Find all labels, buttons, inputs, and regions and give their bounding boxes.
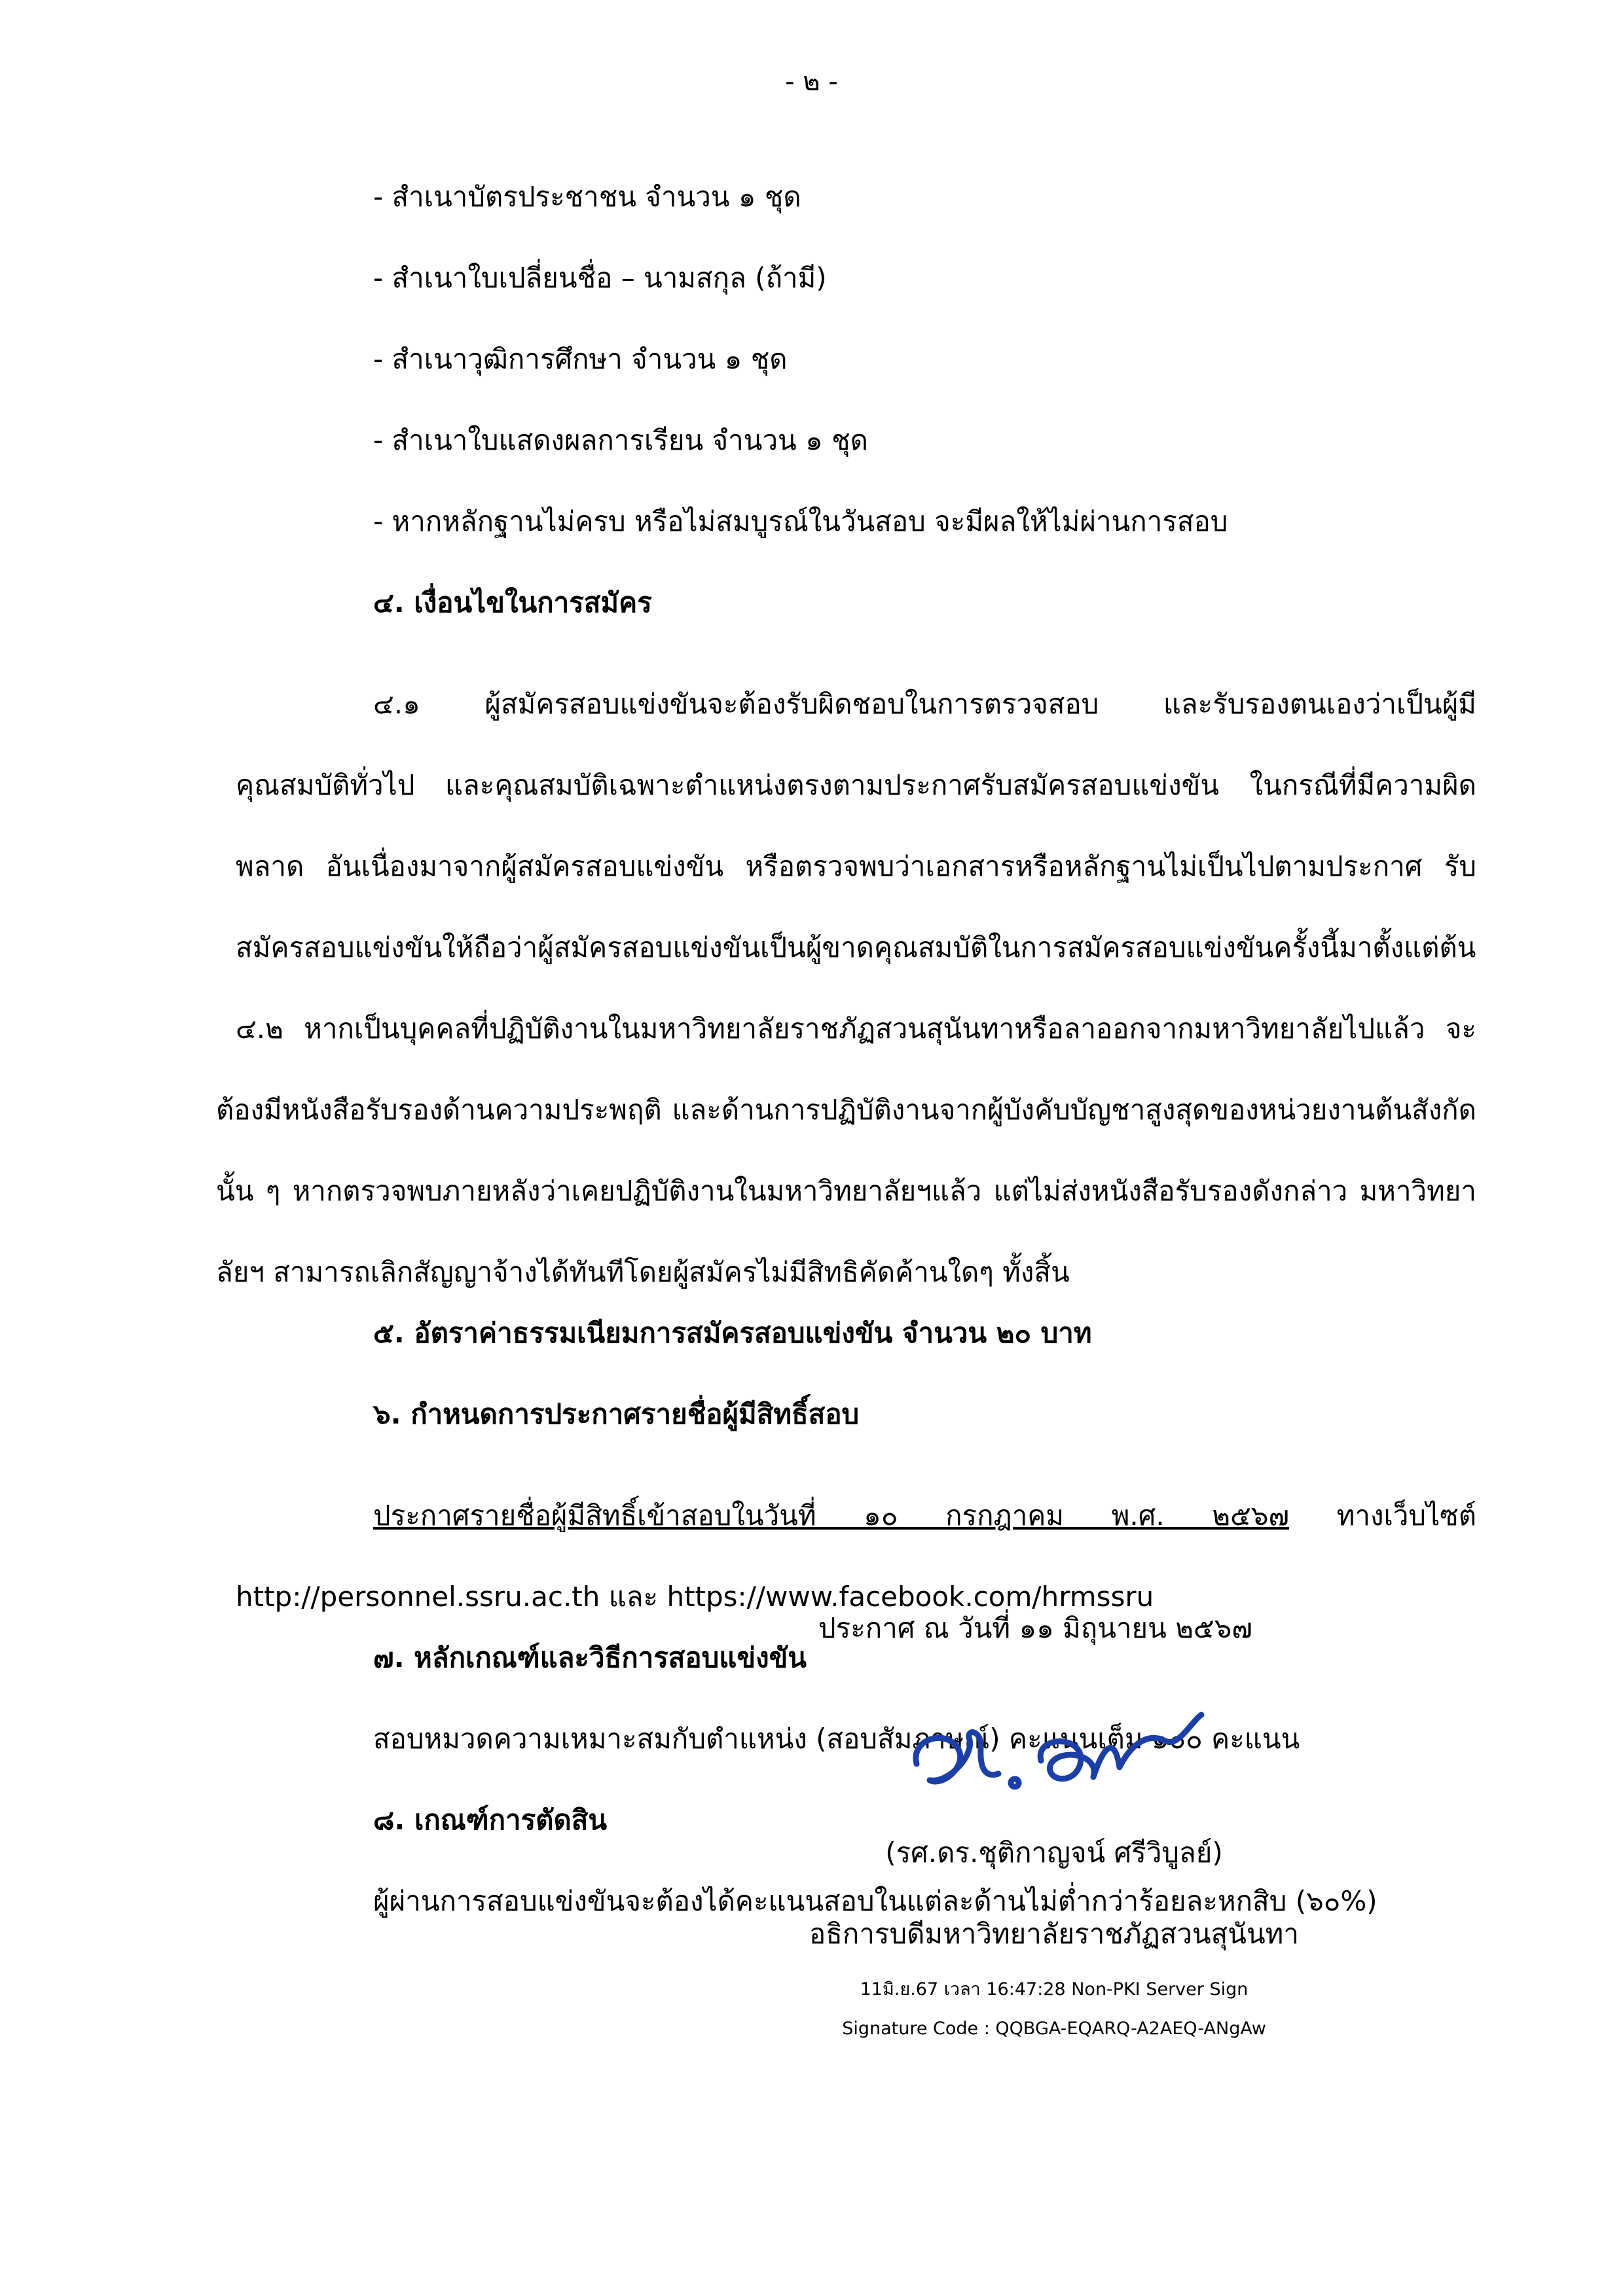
signature-image xyxy=(903,1702,1205,1800)
section-5-heading: ๕. อัตราค่าธรรมเนียมการสมัครสอบแข่งขัน จำนวน ๒๐ บาท xyxy=(373,1317,1092,1349)
section-4-1-paragraph: ๔.๑ ผู้สมัครสอบแข่งขันจะต้องรับผิดชอบในการตรวจสอบ และรับรองตนเองว่าเป็นผู้มีคุณสมบัติทั่วไป และคุณสมบัติเฉพาะตำแหน่งตรงตามประกาศรับสมัครสอบแข่งขัน ในกรณีที่มีความผิดพลาด อันเนื่องมาจากผู้สมัครสอบแข่งขัน หรือตรวจพบว่าเอกสารหรือหลักฐานไม่เป็นไปตามประกาศ รับสมัครสอบแข่งขันให้ถือว่าผู้สมัครสอบแข่งขันเป็นผู้ขาดคุณสมบัติในการสมัครสอบแข่งขันครั้งนี้มาตั้งแต่ต้น xyxy=(236,688,1476,963)
section-8-heading: ๘. เกณฑ์การตัดสิน xyxy=(373,1804,608,1836)
list-item: - สำเนาบัตรประชาชน จำนวน ๑ ชุด xyxy=(373,181,801,213)
announce-date-underlined: ประกาศรายชื่อผู้มีสิทธิ์เข้าสอบในวันที่ ๑๐ กรกฎาคม พ.ศ. ๒๕๖๗ xyxy=(373,1499,1290,1532)
announce-website: ทางเว็บไซต์ http://personnel.ssru.ac.th และ https://www.facebook.com/hrmssru xyxy=(236,1499,1476,1613)
list-item: - สำเนาใบแสดงผลการเรียน จำนวน ๑ ชุด xyxy=(373,424,868,456)
sign-timestamp: 11มิ.ย.67 เวลา 16:47:28 Non-PKI Server Sign xyxy=(860,1979,1249,2000)
announce-date: ประกาศ ณ วันที่ ๑๑ มิถุนายน ๒๕๖๗ xyxy=(818,1612,1252,1644)
section-7-heading: ๗. หลักเกณฑ์และวิธีการสอบแข่งขัน xyxy=(373,1641,807,1674)
list-item: - สำเนาใบเปลี่ยนชื่อ – นามสกุล (ถ้ามี) xyxy=(373,262,827,294)
signature-code: Signature Code : QQBGA-EQARQ-A2AEQ-ANgAw xyxy=(842,2018,1266,2039)
required-documents-list xyxy=(373,177,1476,542)
section-8-text: ผู้ผ่านการสอบแข่งขันจะต้องได้คะแนนสอบในแต่ละด้านไม่ต่ำกว่าร้อยละหกสิบ (๖๐%) xyxy=(373,1885,1377,1917)
list-item: - หากหลักฐานไม่ครบ หรือไม่สมบูรณ์ในวันสอบ จะมีผลให้ไม่ผ่านการสอบ xyxy=(373,505,1228,537)
section-4-heading: ๔. เงื่อนไขในการสมัคร xyxy=(373,586,652,619)
section-6-heading: ๖. กำหนดการประกาศรายชื่อผู้มีสิทธิ์สอบ xyxy=(373,1398,860,1430)
signature-meta xyxy=(720,1970,1388,2049)
list-item: - สำเนาวุฒิการศึกษา จำนวน ๑ ชุด xyxy=(373,343,788,375)
section-7-text: สอบหมวดความเหมาะสมกับตำแหน่ง (สอบสัมภาษณ์) คะแนนเต็ม ๑๐๐ คะแนน xyxy=(373,1723,1300,1755)
document-body xyxy=(216,177,1476,1962)
section-4-2-paragraph: ๔.๒ หากเป็นบุคคลที่ปฏิบัติงานในมหาวิทยาลัยราชภัฏสวนสุนันทาหรือลาออกจากมหาวิทยาลัยไปแล้ว จะต้องมีหนังสือรับรองด้านความประพฤติ และด้านการปฏิบัติงานจากผู้บังคับบัญชาสูงสุดของหน่วยงานต้นสังกัดนั้น ๆ หากตรวจพบภายหลังว่าเคยปฏิบัติงานในมหาวิทยาลัยฯแล้ว แต่ไม่ส่งหนังสือรับรองดังกล่าว มหาวิทยาลัยฯ สามารถเลิกสัญญาจ้างได้ทันทีโดยผู้สมัครไม่มีสิทธิคัดค้านใดๆ ทั้งสิ้น xyxy=(216,1013,1476,1288)
signer-name: (รศ.ดร.ชุติกาญจน์ ศรีวิบูลย์) xyxy=(885,1837,1223,1869)
page-number: - ๒ - xyxy=(785,67,838,97)
signer-title: อธิการบดีมหาวิทยาลัยราชภัฏสวนสุนันทา xyxy=(809,1918,1299,1950)
